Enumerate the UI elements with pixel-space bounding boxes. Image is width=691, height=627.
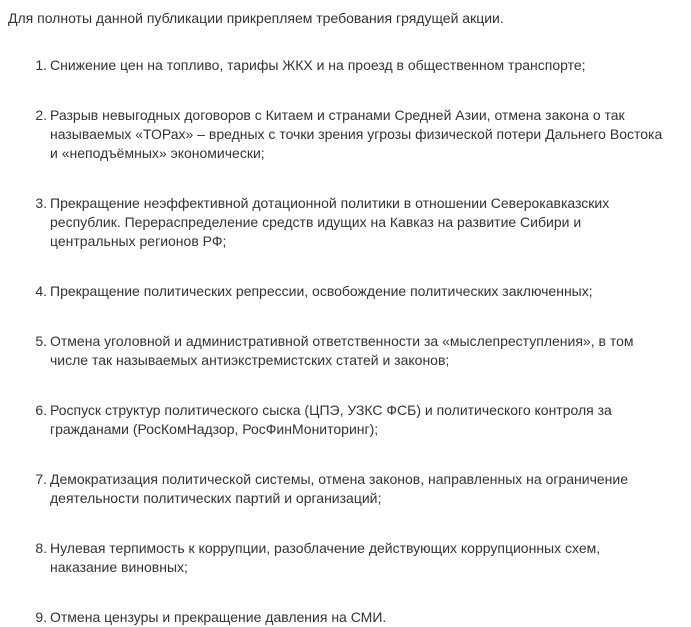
list-item-text: Прекращение политических репрессии, освобождение политических заключенных; (50, 283, 593, 299)
list-item (8, 539, 691, 577)
list-item (8, 56, 691, 75)
list-item-text: Отмена уголовной и административной ответственности за «мыслепреступления», в том числе так называемых антиэкстремистских статей и законов; (50, 333, 634, 368)
list-item-number: 6. (35, 402, 47, 418)
list-item-text: Снижение цен на топливо, тарифы ЖКХ и на проезд в общественном транспорте; (50, 57, 586, 73)
list-item (8, 332, 691, 370)
list-item-text: Роспуск структур политического сыска (ЦПЭ, УЗКС ФСБ) и политического контроля за гражданами (РосКомНадзор, РосФинМониторинг); (50, 402, 612, 437)
intro-paragraph: Для полноты данной публикации прикрепляем требования грядущей акции. (8, 10, 504, 26)
list-item-number: 1. (35, 57, 47, 73)
list-item (8, 194, 691, 251)
list-item (8, 106, 691, 163)
list-item (8, 282, 691, 301)
list-item (8, 401, 691, 439)
list-item-number: 2. (35, 107, 47, 123)
list-item-number: 8. (35, 540, 47, 556)
list-item-number: 7. (35, 471, 47, 487)
list-item-text: Нулевая терпимость к коррупции, разоблачение действующих коррупционных схем, наказание виновных; (50, 540, 601, 575)
list-item-text: Отмена цензуры и прекращение давления на СМИ. (50, 609, 387, 625)
list-item (8, 470, 691, 508)
list-item (8, 608, 691, 627)
requirements-list (8, 56, 691, 627)
list-item-text: Прекращение неэффективной дотационной политики в отношении Северокавказских республик. Перераспределение средств идущих на Кавказ на развитие Сибири и центральных регионов РФ; (50, 195, 610, 249)
list-item-text: Разрыв невыгодных договоров с Китаем и странами Средней Азии, отмена закона о так называемых «ТОРах» – вредных с точки зрения угрозы физической потери Дальнего Востока и «неподъёмных» экономически; (50, 107, 663, 161)
list-item-number: 3. (35, 195, 47, 211)
list-item-number: 4. (35, 283, 47, 299)
list-item-number: 9. (35, 609, 47, 625)
list-item-number: 5. (35, 333, 47, 349)
list-item-text: Демократизация политической системы, отмена законов, направленных на ограничение деятельности политических партий и организаций; (50, 471, 628, 506)
